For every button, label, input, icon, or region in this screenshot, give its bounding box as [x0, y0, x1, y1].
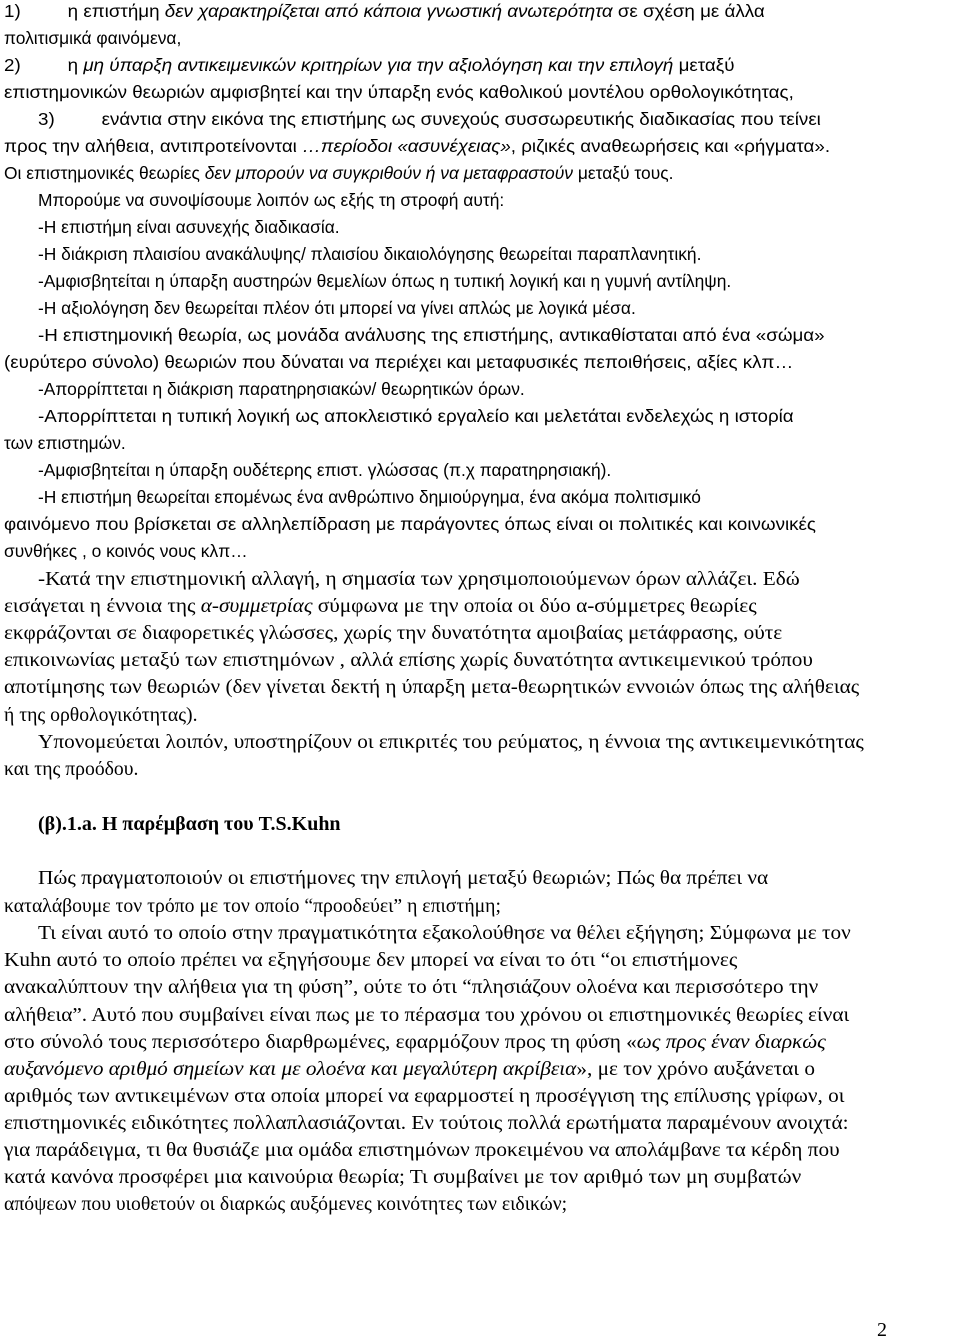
text-line	[4, 354, 793, 371]
text-segment: -Η επιστήμη θεωρείται επομένως ένα ανθρώπινο δημιούργημα, ένα ακόμα πολιτισμικό	[38, 487, 701, 507]
text-line	[4, 951, 737, 971]
italic-text: α-συμμετρίας	[200, 595, 313, 617]
text-line	[38, 462, 611, 479]
text-line	[38, 192, 504, 209]
text-line	[4, 543, 248, 560]
text-line	[4, 760, 138, 780]
text-segment: -Η αξιολόγηση δεν θεωρείται πλέον ότι μπορεί να γίνει απλώς με λογικά μέσα.	[38, 298, 636, 318]
text-line	[4, 1141, 840, 1161]
text-line	[4, 1168, 801, 1188]
text-segment: αποτίμησης των θεωριών (δεν γίνεται δεκτή η ύπαρξη μετα-θεωρητικών εννοιών όπως της αλήθειας	[4, 676, 860, 698]
text-line	[38, 570, 800, 590]
text-segment: 3) ενάντια στην εικόνα της επιστήμης ως συνεχούς συσσωρευτικής διαδικασίας που τείνει	[38, 109, 821, 129]
text-line	[38, 111, 821, 128]
text-segment: καταλάβουμε τον τρόπο με τον οποίο “προοδεύει” η επιστήμη;	[4, 895, 501, 917]
text-segment: κατά κανόνα προσφέρει μια καινούρια θεωρία; Τι συμβαίνει με τον αριθμό των μη συμβατών	[4, 1166, 802, 1188]
text-line	[4, 57, 734, 74]
section-heading	[38, 814, 341, 834]
text-segment: Μπορούμε να συνοψίσουμε λοιπόν ως εξής τη στροφή αυτή:	[38, 190, 505, 210]
text-line	[4, 516, 816, 533]
text-segment: (β).1.a. Η παρέμβαση του T.S.Kuhn	[38, 813, 341, 835]
italic-text: αυξανόμενο αριθμό σημείων και με ολοένα και μεγαλύτερη ακρίβεια	[4, 1058, 577, 1080]
text-segment: Οι επιστημονικές θεωρίες	[4, 163, 205, 183]
text-segment: -Η επιστήμη είναι ασυνεχής διαδικασία.	[38, 217, 340, 237]
text-line	[4, 1006, 849, 1026]
text-segment: σε σχέση με άλλα	[612, 1, 765, 21]
text-segment: σύμφωνα με την οποία οι δύο α-σύμμετρες θεωρίες	[312, 595, 757, 617]
text-line	[38, 733, 864, 753]
text-segment: Kuhn αυτό το οποίο πρέπει να εξηγήσουμε δεν μπορεί να είναι το ότι “οι επιστήμονες	[4, 949, 738, 971]
text-segment: 1) η επιστήμη	[4, 1, 165, 21]
text-segment: και της προόδου.	[4, 758, 139, 780]
text-segment: Τι είναι αυτό το οποίο στην πραγματικότητα εξακολούθησε να θέλει εξήγηση; Σύμφωνα με τον	[38, 922, 851, 944]
text-line	[4, 678, 859, 698]
text-line	[38, 924, 851, 944]
italic-text: …περίοδοι «ασυνέχειας»	[302, 136, 511, 156]
italic-text: ως προς έναν διαρκώς	[636, 1031, 826, 1053]
italic-text: δεν χαρακτηρίζεται από κάποια γνωστική ανωτερότητα	[164, 1, 613, 21]
text-line	[4, 30, 181, 47]
text-segment: -Κατά την επιστημονική αλλαγή, η σημασία των χρησιμοποιούμενων όρων αλλάζει. Εδώ	[38, 568, 800, 590]
text-line	[4, 978, 818, 998]
text-segment: -Η επιστημονική θεωρία, ως μονάδα ανάλυσης της επιστήμης, αντικαθίσταται από ένα «σώμα»	[38, 325, 825, 345]
text-segment: εκφράζονται σε διαφορετικές γλώσσες, χωρίς την δυνατότητα αμοιβαίας μετάφρασης, ούτε	[4, 622, 783, 644]
text-line	[4, 138, 830, 155]
text-line	[4, 706, 198, 726]
text-line	[4, 651, 813, 671]
text-line	[4, 435, 126, 452]
text-segment: μεταξύ τους.	[572, 163, 674, 183]
text-line	[4, 1195, 567, 1215]
text-line	[4, 84, 794, 101]
text-line	[38, 408, 794, 425]
text-segment: επιστημονικών θεωριών αμφισβητεί και την ύπαρξη ενός καθολικού μοντέλου ορθολογικότητας,	[4, 82, 794, 102]
text-segment: Υπονομεύεται λοιπόν, υποστηρίζουν οι επικριτές του ρεύματος, η έννοια της αντικειμενικότητας	[38, 731, 864, 753]
text-segment: Πώς πραγματοποιούν οι επιστήμονες την επιλογή μεταξύ θεωριών; Πώς θα πρέπει να	[38, 867, 769, 889]
text-segment: επικοινωνίας μεταξύ των επιστημόνων , αλλά επίσης χωρίς δυνατότητα αντικειμενικού τρόπου	[4, 649, 813, 671]
text-segment: στο σύνολό τους περισσότερο διαρθρωμένες, εφαρμόζουν προς τη φύση «	[4, 1031, 637, 1053]
italic-text: δεν μπορούν να συγκριθούν ή να μεταφραστούν	[204, 163, 573, 183]
text-line	[4, 897, 501, 917]
text-segment: -Απορρίπτεται η τυπική λογική ως αποκλειστικό εργαλείο και μελετάται ενδελεχώς η ιστορία	[38, 406, 794, 426]
text-line	[4, 1033, 826, 1053]
text-segment: αριθμός των αντικειμένων στα οποία μπορεί να εφαρμοστεί η προσέγγιση της επίλυσης γρίφων, οι	[4, 1085, 845, 1107]
text-segment: », με τον χρόνο αυξάνεται ο	[576, 1058, 815, 1080]
text-line	[4, 1114, 849, 1134]
text-line	[4, 597, 757, 617]
text-line	[4, 624, 782, 644]
text-segment: -Αμφισβητείται η ύπαρξη ουδέτερης επιστ. γλώσσας (π.χ παρατηρησιακή).	[38, 460, 612, 480]
text-segment: των επιστημών.	[4, 433, 126, 453]
text-segment: -Απορρίπτεται η διάκριση παρατηρησιακών/ θεωρητικών όρων.	[38, 379, 525, 399]
text-segment: 2) η	[4, 55, 84, 75]
page-number: 2	[877, 1319, 887, 1341]
text-segment: συνθήκες , ο κοινός νους κλπ…	[4, 541, 248, 561]
text-line	[4, 1060, 815, 1080]
text-line	[38, 489, 701, 506]
text-segment: φαινόμενο που βρίσκεται σε αλληλεπίδραση με παράγοντες όπως είναι οι πολιτικές και κοινωνικές	[4, 514, 816, 534]
text-line	[4, 1087, 844, 1107]
text-segment: -Αμφισβητείται η ύπαρξη αυστηρών θεμελίων όπως η τυπική λογική και η γυμνή αντίληψη.	[38, 271, 732, 291]
text-segment: προς την αλήθεια, αντιπροτείνονται	[4, 136, 303, 156]
text-segment: , ριζικές αναθεωρήσεις και «ρήγματα».	[510, 136, 831, 156]
text-line	[38, 300, 636, 317]
text-segment: επιστημονικές ειδικότητες πολλαπλασιάζονται. Εν τούτοις πολλά ερωτήματα παραμένουν ανοιχτά:	[4, 1112, 849, 1134]
text-line	[38, 327, 825, 344]
text-segment: ή της ορθολογικότητας).	[4, 704, 198, 726]
text-segment: για παράδειγμα, τι θα θυσιάζε μια ομάδα επιστημόνων προκειμένου να απολάμβανε τα κέρδη που	[4, 1139, 840, 1161]
text-segment: -Η διάκριση πλαισίου ανακάλυψης/ πλαισίου δικαιολόγησης θεωρείται παραπλανητική.	[38, 244, 702, 264]
text-segment: ανακαλύπτουν την αλήθεια για τη φύση”, ούτε το ότι “πλησιάζουν ολοένα και περισσότερο την	[4, 976, 819, 998]
text-line	[38, 273, 731, 290]
text-line	[4, 165, 673, 182]
text-segment: απόψεων που υιοθετούν οι διαρκώς αυξόμενες κοινότητες των ειδικών;	[4, 1193, 568, 1215]
text-segment: αλήθεια”. Αυτό που συμβαίνει είναι πως με το πέρασμα του χρόνου οι επιστημονικές θεωρίες είναι	[4, 1004, 850, 1026]
text-segment: εισάγεται η έννοια της	[4, 595, 201, 617]
text-segment: (ευρύτερο σύνολο) θεωριών που δύναται να περιέχει και μεταφυσικές πεποιθήσεις, αξίες κλπ…	[4, 352, 794, 372]
text-line	[38, 246, 701, 263]
text-segment: μεταξύ	[673, 55, 735, 75]
text-line	[4, 3, 765, 20]
text-line	[38, 381, 525, 398]
italic-text: μη ύπαρξη αντικειμενικών κριτηρίων για την αξιολόγηση και την επιλογή	[83, 55, 674, 75]
text-segment: πολιτισμικά φαινόμενα,	[4, 28, 182, 48]
text-line	[38, 869, 768, 889]
text-line	[38, 219, 340, 236]
